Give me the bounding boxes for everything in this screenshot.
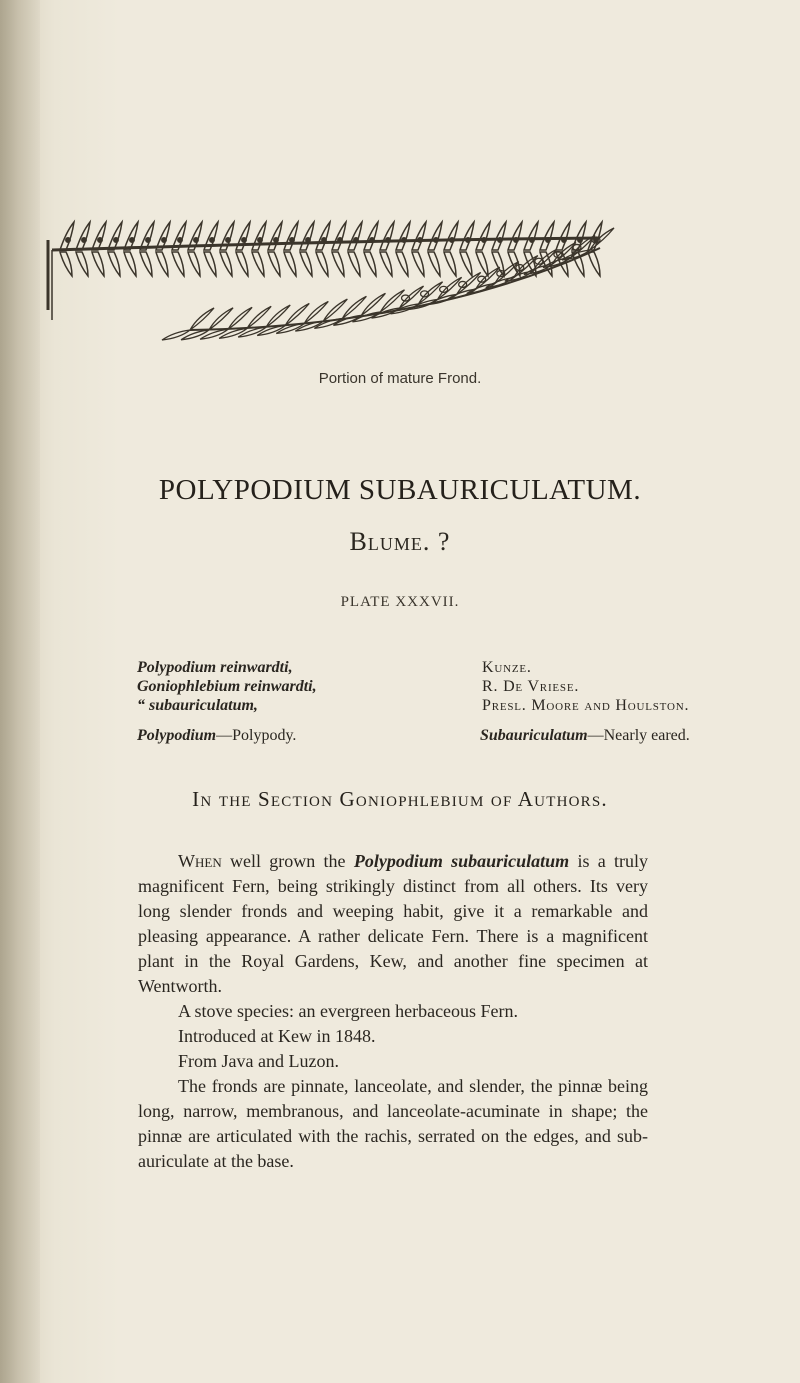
sorus-dot: [82, 238, 86, 242]
sorus-dot: [482, 238, 486, 242]
pinna-lower: [300, 252, 312, 276]
plate-number: PLATE XXXVII.: [340, 594, 460, 610]
species-etymology: [480, 727, 690, 745]
sorus-dot: [434, 238, 438, 242]
pinna-lower: [220, 252, 232, 276]
sorus-dot: [322, 238, 326, 242]
sorus-dot: [530, 238, 534, 242]
pinna-upper: [316, 222, 330, 250]
sorus-dot: [66, 238, 70, 242]
section-heading: In the Section Goniophlebium of Authors.: [192, 787, 608, 811]
sorus-dot: [130, 238, 134, 242]
synonym-name: Polypodium reinwardti,: [137, 659, 293, 676]
species-meaning: —Nearly eared.: [587, 727, 690, 744]
sorus-dot: [562, 238, 566, 242]
sorus-dot: [258, 238, 262, 242]
paragraph-text: is a truly magnificent Fern, being strikingly distinct from all others. Its very long slender fronds and weeping habit, give it a remarkable and pleasing appearance. A rather delicate Fern. There is a magnificent plant in the Royal Gardens, Kew, and another fine specimen at Wentworth.: [138, 851, 648, 996]
pinna-upper: [76, 222, 90, 250]
sorus-dot: [578, 238, 582, 242]
figure-caption: Portion of mature Frond.: [318, 370, 482, 387]
pinna-lower: [252, 252, 264, 276]
sorus-dot: [210, 238, 214, 242]
pinna-lower: [348, 252, 360, 276]
pinna-upper: [332, 222, 346, 250]
page-spine-shadow: [0, 0, 40, 1383]
paragraph: A stove species: an evergreen herbaceous Fern.: [178, 1001, 519, 1021]
sorus-dot: [242, 238, 246, 242]
pinna-upper: [396, 222, 410, 250]
paragraph: The fronds are pinnate, lanceolate, and slender, the pinnæ being long, narrow, membranous, and lanceolate-acuminate in shape; the pinnæ are articulated with the rachis, serrated on the edges, and sub-auriculate at the base.: [138, 1076, 648, 1171]
pinna-upper: [508, 222, 522, 250]
synonym-authority: Kunze.: [482, 659, 532, 676]
species-term: Subauriculatum: [480, 727, 588, 744]
pinna-lower: [588, 252, 600, 276]
pinna-lower: [124, 252, 136, 276]
sorus-dot: [514, 238, 518, 242]
sorus-dot: [274, 238, 278, 242]
pinna-lower: [60, 252, 72, 276]
paragraph: From Java and Luzon.: [178, 1051, 339, 1071]
fern-frond-illustration: [40, 210, 620, 360]
paragraph: Introduced at Kew in 1848.: [178, 1026, 376, 1046]
sorus-dot: [290, 238, 294, 242]
pinna-upper: [268, 222, 282, 250]
pinna-lower: [364, 252, 376, 276]
pinna-lower: [172, 252, 184, 276]
species-name-emphasis: Polypodium subauriculatum: [353, 851, 570, 871]
pinna-upper: [108, 222, 122, 250]
pinna-lower: [476, 252, 488, 276]
pinna-upper: [540, 222, 554, 250]
pinna-lower: [316, 252, 328, 276]
author-line: Blume. ?: [349, 527, 451, 556]
genus-term: Polypodium: [137, 727, 217, 744]
pinna-lower: [396, 252, 408, 276]
sorus-dot: [418, 238, 422, 242]
pinna-lower: [412, 252, 424, 276]
sorus-dot: [450, 238, 454, 242]
pinna-lower: [108, 252, 120, 276]
genus-meaning: —Polypody.: [216, 727, 297, 744]
pinna-lower: [140, 252, 152, 276]
sorus-dot: [306, 238, 310, 242]
sorus-dot: [402, 238, 406, 242]
pinna-lower: [428, 252, 440, 276]
pinna-drooping: [276, 301, 328, 333]
pinna-lower: [460, 252, 472, 276]
synonym-authority: Presl. Moore and Houlston.: [482, 697, 690, 714]
sorus-dot: [386, 238, 390, 242]
sorus-dot: [178, 238, 182, 242]
pinna-lower: [188, 252, 200, 276]
pinna-lower: [492, 252, 504, 276]
pinna-drooping: [295, 299, 347, 331]
pinna-upper: [284, 222, 298, 250]
pinna-lower: [236, 252, 248, 276]
sorus-dot: [354, 238, 358, 242]
pinna-upper: [348, 222, 362, 250]
sorus-dot: [146, 238, 150, 242]
pinna-upper: [428, 222, 442, 250]
pinna-upper: [460, 222, 474, 250]
sorus-dot: [194, 238, 198, 242]
pinna-upper: [380, 222, 394, 250]
synonym-name: “ subauriculatum,: [137, 697, 258, 714]
pinna-lower: [284, 252, 296, 276]
pinna-lower: [204, 252, 216, 276]
sorus-dot: [226, 238, 230, 242]
pinna-upper: [252, 222, 266, 250]
pinna-upper: [92, 222, 106, 250]
sorus-dot: [466, 238, 470, 242]
paragraph-text: well grown the: [221, 851, 354, 871]
pinna-lower: [444, 252, 456, 276]
pinna-drooping: [391, 282, 443, 314]
pinna-upper: [556, 222, 570, 250]
pinna-upper: [444, 222, 458, 250]
sorus-dot: [498, 238, 502, 242]
drop-lead-word: When: [178, 851, 222, 871]
synonym-names: [137, 658, 317, 715]
sorus-dot: [338, 238, 342, 242]
paragraph: [138, 849, 648, 999]
sorus-dot: [162, 238, 166, 242]
pinna-lower: [380, 252, 392, 276]
sorus-dot: [546, 238, 550, 242]
pinna-lower: [156, 252, 168, 276]
synonym-authority: R. De Vriese.: [482, 678, 580, 695]
pinna-upper: [300, 222, 314, 250]
pinna-upper: [124, 222, 138, 250]
pinna-lower: [92, 252, 104, 276]
genus-etymology: [137, 727, 296, 745]
page-title: POLYPODIUM SUBAURICULATUM.: [158, 474, 642, 506]
pinna-upper: [476, 222, 490, 250]
description-body: [138, 849, 648, 1174]
pinna-upper: [524, 222, 538, 250]
pinna-upper: [364, 222, 378, 250]
pinna-drooping: [562, 228, 614, 260]
pinna-upper: [60, 222, 74, 250]
pinna-upper: [412, 222, 426, 250]
sorus-dot: [114, 238, 118, 242]
synonym-name: Goniophlebium reinwardti,: [137, 678, 317, 695]
sorus-dot: [98, 238, 102, 242]
sorus-dot: [370, 238, 374, 242]
pinna-upper: [492, 222, 506, 250]
pinna-lower: [268, 252, 280, 276]
pinna-lower: [76, 252, 88, 276]
pinna-lower: [332, 252, 344, 276]
synonym-authorities: [482, 658, 689, 715]
